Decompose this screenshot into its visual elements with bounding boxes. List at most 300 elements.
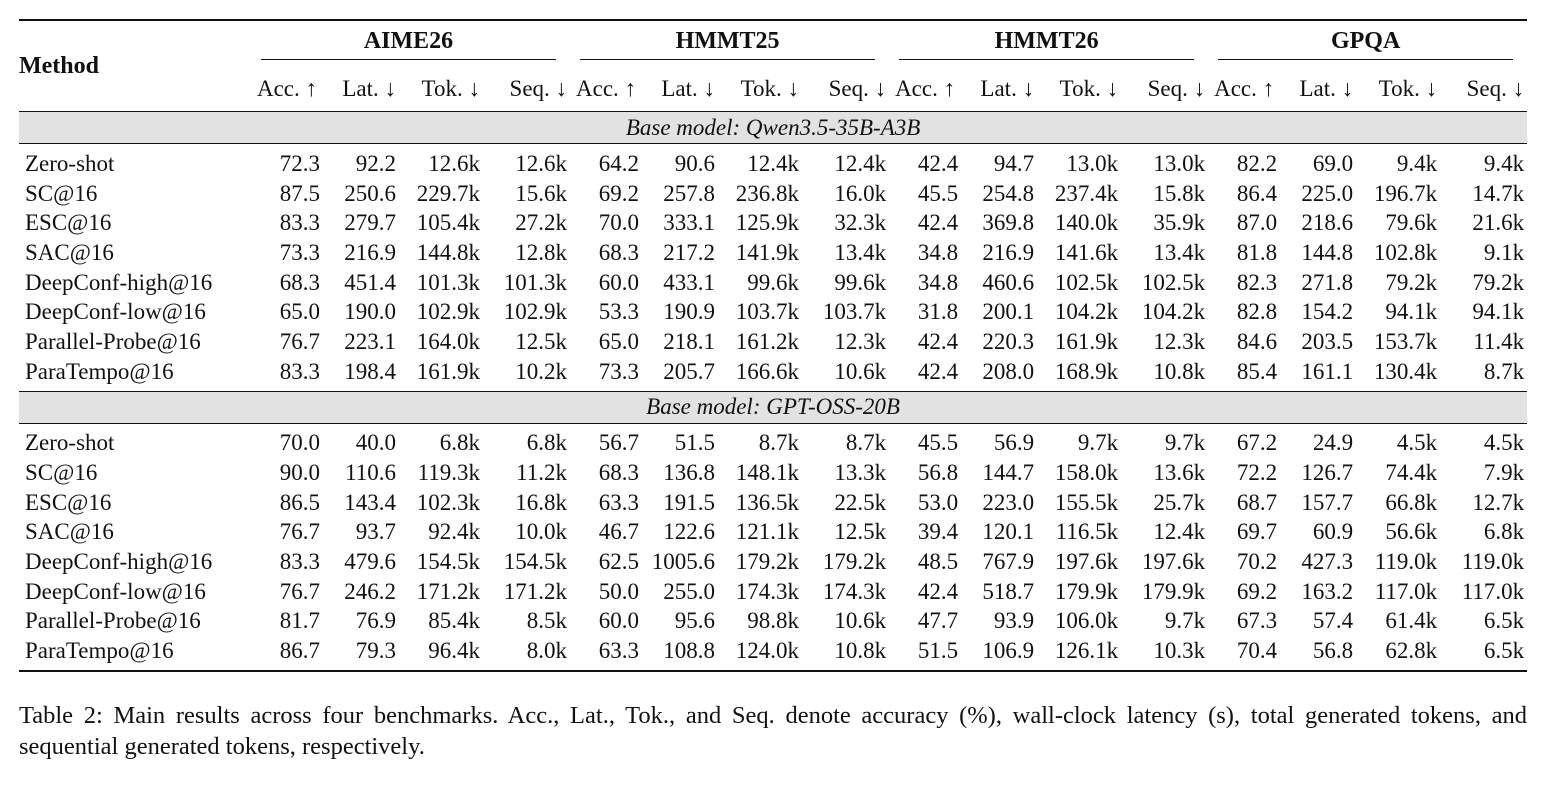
table-row: [19, 429, 1527, 459]
value-cell: 102.8k: [1373, 239, 1438, 265]
value-cell: 53.3: [598, 299, 640, 325]
metric-header: Tok. ↓: [1059, 76, 1119, 101]
value-cell: 148.1k: [735, 460, 800, 486]
value-cell: 94.1k: [1472, 299, 1525, 325]
value-cell: 76.7: [279, 519, 320, 545]
value-cell: 121.1k: [735, 519, 800, 545]
value-cell: 69.0: [1312, 150, 1354, 176]
value-cell: 229.7k: [416, 180, 480, 206]
value-cell: 104.2k: [1054, 299, 1119, 325]
value-cell: 106.0k: [1054, 608, 1119, 634]
value-cell: 27.2k: [515, 210, 568, 236]
value-cell: 12.4k: [747, 150, 800, 176]
value-cell: 141.9k: [735, 239, 800, 265]
value-cell: 7.9k: [1483, 460, 1525, 486]
value-cell: 767.9: [982, 549, 1035, 575]
value-cell: 63.3: [570, 636, 642, 671]
value-cell: 79.2k: [1385, 269, 1438, 295]
value-cell: 157.7: [1301, 489, 1354, 515]
value-cell: 196.7k: [1373, 180, 1438, 206]
metric-header: Acc. ↑: [1214, 76, 1275, 101]
method-name-cell: SC@16: [25, 180, 98, 206]
value-cell: 32.3k: [834, 210, 887, 236]
value-cell: 246.2: [344, 578, 396, 604]
value-cell: 154.5k: [416, 549, 480, 575]
value-cell: 82.3: [1236, 269, 1278, 295]
value-cell: 144.8k: [416, 239, 480, 265]
value-cell: 34.8: [917, 239, 959, 265]
value-cell: 68.7: [1236, 489, 1278, 515]
value-cell: 83.3: [251, 357, 323, 391]
value-cell: 56.8: [1280, 636, 1356, 671]
value-cell: 85.4: [1208, 357, 1280, 391]
value-cell: 35.9k: [1153, 210, 1206, 236]
value-cell: 6.8k: [439, 430, 480, 456]
value-cell: 168.9k: [1037, 357, 1121, 391]
value-cell: 46.7: [598, 519, 640, 545]
benchmark-header-hmmt25: HMMT25: [580, 28, 875, 60]
method-name-cell: Parallel-Probe@16: [25, 608, 201, 634]
metric-header: Seq. ↓: [1466, 76, 1525, 101]
value-cell: 63.3: [598, 489, 640, 515]
value-cell: 25.7k: [1153, 489, 1206, 515]
table-row: [19, 149, 1527, 179]
value-cell: 155.5k: [1054, 489, 1119, 515]
value-cell: 56.6k: [1385, 519, 1438, 545]
value-cell: 12.4k: [1153, 519, 1206, 545]
value-cell: 179.9k: [1141, 578, 1206, 604]
value-cell: 102.5k: [1054, 269, 1119, 295]
value-cell: 154.5k: [503, 549, 568, 575]
value-cell: 140.0k: [1054, 210, 1119, 236]
metric-header: Acc. ↑: [895, 76, 956, 101]
value-cell: 117.0k: [1461, 578, 1525, 604]
method-column-header: Method: [19, 20, 251, 112]
value-cell: 250.6: [344, 180, 396, 206]
value-cell: 10.8k: [802, 636, 889, 671]
value-cell: 79.2k: [1472, 269, 1525, 295]
value-cell: 216.9: [982, 239, 1035, 265]
metric-header: Seq. ↓: [509, 76, 568, 101]
value-cell: 171.2k: [503, 578, 568, 604]
value-cell: 87.0: [1236, 210, 1278, 236]
value-cell: 72.2: [1236, 460, 1278, 486]
value-cell: 255.0: [663, 578, 716, 604]
value-cell: 427.3: [1301, 549, 1354, 575]
value-cell: 60.0: [598, 608, 640, 634]
value-cell: 70.2: [1236, 549, 1278, 575]
metric-header: Acc. ↑: [576, 76, 637, 101]
value-cell: 179.2k: [735, 549, 800, 575]
value-cell: 101.3k: [416, 269, 480, 295]
value-cell: 208.0: [961, 357, 1037, 391]
value-cell: 8.7k: [1440, 357, 1527, 391]
method-name-cell: SC@16: [25, 460, 98, 486]
value-cell: 45.5: [917, 430, 959, 456]
value-cell: 84.6: [1236, 328, 1278, 354]
value-cell: 141.6k: [1054, 239, 1119, 265]
value-cell: 479.6: [344, 549, 396, 575]
table-row: [19, 636, 1527, 671]
table-row: [19, 327, 1527, 357]
value-cell: 216.9: [344, 239, 396, 265]
value-cell: 197.6k: [1054, 549, 1119, 575]
value-cell: 62.5: [598, 549, 640, 575]
value-cell: 144.7: [982, 460, 1035, 486]
value-cell: 13.0k: [1066, 150, 1119, 176]
value-cell: 8.5k: [526, 608, 568, 634]
value-cell: 13.4k: [834, 239, 887, 265]
benchmark-header-hmmt26: HMMT26: [899, 28, 1194, 60]
value-cell: 102.9k: [416, 299, 480, 325]
value-cell: 179.9k: [1054, 578, 1119, 604]
table-row: [19, 488, 1527, 518]
metric-header: Lat. ↓: [1299, 76, 1354, 101]
metric-header: Seq. ↓: [828, 76, 887, 101]
value-cell: 42.4: [889, 357, 961, 391]
value-cell: 81.8: [1236, 239, 1278, 265]
value-cell: 122.6: [663, 519, 716, 545]
value-cell: 153.7k: [1373, 328, 1438, 354]
value-cell: 82.8: [1236, 299, 1278, 325]
value-cell: 67.2: [1236, 430, 1278, 456]
value-cell: 203.5: [1301, 328, 1354, 354]
value-cell: 126.1k: [1037, 636, 1121, 671]
metric-header: Acc. ↑: [256, 76, 318, 101]
value-cell: 72.3: [279, 150, 320, 176]
value-cell: 257.8: [663, 180, 716, 206]
value-cell: 96.4k: [399, 636, 483, 671]
table-row: [19, 179, 1527, 209]
value-cell: 79.3: [323, 636, 399, 671]
value-cell: 40.0: [355, 430, 396, 456]
table-figure: [19, 19, 1527, 762]
method-name-cell: Zero-shot: [25, 150, 115, 176]
method-name-cell: DeepConf-low@16: [25, 299, 206, 325]
value-cell: 57.4: [1312, 608, 1354, 634]
value-cell: 103.7k: [822, 299, 887, 325]
value-cell: 119.0k: [1461, 549, 1525, 575]
value-cell: 164.0k: [416, 328, 480, 354]
value-cell: 166.6k: [718, 357, 802, 391]
value-cell: 56.7: [598, 430, 640, 456]
value-cell: 99.6k: [747, 269, 800, 295]
value-cell: 10.6k: [802, 357, 889, 391]
value-cell: 61.4k: [1385, 608, 1438, 634]
value-cell: 279.7: [344, 210, 396, 236]
metric-header: Tok. ↓: [1378, 76, 1438, 101]
value-cell: 12.6k: [428, 150, 480, 176]
value-cell: 83.3: [279, 549, 320, 575]
value-cell: 10.8k: [1121, 357, 1208, 391]
value-cell: 200.1: [982, 299, 1035, 325]
value-cell: 171.2k: [416, 578, 480, 604]
value-cell: 217.2: [663, 239, 716, 265]
value-cell: 161.2k: [735, 328, 800, 354]
value-cell: 190.0: [344, 299, 396, 325]
value-cell: 4.5k: [1483, 430, 1525, 456]
value-cell: 12.8k: [515, 239, 568, 265]
value-cell: 76.7: [279, 328, 320, 354]
value-cell: 90.6: [674, 150, 716, 176]
method-name-cell: ParaTempo@16: [19, 357, 251, 391]
value-cell: 124.0k: [718, 636, 802, 671]
value-cell: 53.0: [917, 489, 959, 515]
value-cell: 9.4k: [1483, 150, 1525, 176]
value-cell: 56.8: [917, 460, 959, 486]
value-cell: 85.4k: [428, 608, 480, 634]
value-cell: 22.5k: [834, 489, 887, 515]
value-cell: 9.7k: [1077, 430, 1119, 456]
value-cell: 65.0: [598, 328, 640, 354]
value-cell: 369.8: [982, 210, 1035, 236]
value-cell: 65.0: [279, 299, 320, 325]
value-cell: 179.2k: [822, 549, 887, 575]
value-cell: 60.0: [598, 269, 640, 295]
value-cell: 218.6: [1301, 210, 1354, 236]
value-cell: 220.3: [982, 328, 1035, 354]
value-cell: 11.4k: [1473, 328, 1525, 354]
value-cell: 76.9: [355, 608, 396, 634]
value-cell: 108.8: [642, 636, 718, 671]
value-cell: 6.5k: [1440, 636, 1527, 671]
value-cell: 13.6k: [1153, 460, 1206, 486]
value-cell: 66.8k: [1385, 489, 1438, 515]
benchmark-header-gpqa: GPQA: [1218, 28, 1513, 60]
value-cell: 51.5: [889, 636, 961, 671]
value-cell: 39.4: [917, 519, 959, 545]
value-cell: 9.4k: [1396, 150, 1438, 176]
value-cell: 433.1: [663, 269, 716, 295]
value-cell: 51.5: [674, 430, 716, 456]
value-cell: 12.6k: [515, 150, 568, 176]
value-cell: 34.8: [917, 269, 959, 295]
value-cell: 74.4k: [1385, 460, 1438, 486]
table-row: [19, 357, 1527, 391]
method-name-cell: SAC@16: [25, 519, 114, 545]
metric-header: Lat. ↓: [661, 76, 716, 101]
table-row: [19, 518, 1527, 548]
value-cell: 10.2k: [483, 357, 570, 391]
value-cell: 161.9k: [399, 357, 483, 391]
method-name-cell: DeepConf-low@16: [25, 578, 206, 604]
value-cell: 451.4: [344, 269, 396, 295]
value-cell: 10.6k: [834, 608, 887, 634]
value-cell: 16.8k: [515, 489, 568, 515]
value-cell: 6.8k: [1483, 519, 1525, 545]
value-cell: 42.4: [917, 150, 959, 176]
table-row: [19, 458, 1527, 488]
value-cell: 60.9: [1312, 519, 1354, 545]
table-caption: Table 2: Main results across four benchmarks. Acc., Lat., Tok., and Seq. denote accuracy (%), wall-clock latency (s), total generated tokens, and sequential generated tokens, respectively.: [19, 702, 1527, 760]
value-cell: 101.3k: [503, 269, 568, 295]
value-cell: 42.4: [917, 328, 959, 354]
value-cell: 460.6: [982, 269, 1035, 295]
value-cell: 190.9: [663, 299, 716, 325]
value-cell: 92.4k: [428, 519, 480, 545]
value-cell: 15.6k: [515, 180, 568, 206]
table-body: [19, 112, 1527, 672]
value-cell: 103.7k: [735, 299, 800, 325]
value-cell: 126.7: [1301, 460, 1354, 486]
table-row: [19, 607, 1527, 637]
table-row: [19, 208, 1527, 238]
value-cell: 119.3k: [417, 460, 480, 486]
value-cell: 13.3k: [834, 460, 887, 486]
value-cell: 116.5k: [1055, 519, 1119, 545]
value-cell: 68.3: [279, 269, 320, 295]
value-cell: 9.7k: [1164, 430, 1206, 456]
value-cell: 161.1: [1280, 357, 1356, 391]
value-cell: 518.7: [982, 578, 1035, 604]
metric-header: Lat. ↓: [342, 76, 396, 101]
table-row: [19, 268, 1527, 298]
value-cell: 174.3k: [822, 578, 887, 604]
metric-header: Tok. ↓: [421, 76, 480, 101]
value-cell: 8.7k: [845, 430, 887, 456]
section-header-row: [19, 391, 1527, 423]
value-cell: 6.8k: [526, 430, 568, 456]
value-cell: 10.3k: [1121, 636, 1208, 671]
value-cell: 102.9k: [503, 299, 568, 325]
value-cell: 223.0: [982, 489, 1035, 515]
value-cell: 73.3: [279, 239, 320, 265]
value-cell: 9.7k: [1164, 608, 1206, 634]
value-cell: 161.9k: [1054, 328, 1119, 354]
value-cell: 92.2: [355, 150, 396, 176]
value-cell: 125.9k: [735, 210, 800, 236]
value-cell: 197.6k: [1141, 549, 1206, 575]
value-cell: 136.5k: [735, 489, 800, 515]
value-cell: 99.6k: [834, 269, 887, 295]
value-cell: 12.5k: [515, 328, 568, 354]
metric-header: Lat. ↓: [980, 76, 1035, 101]
value-cell: 158.0k: [1054, 460, 1119, 486]
value-cell: 237.4k: [1054, 180, 1119, 206]
value-cell: 136.8: [663, 460, 716, 486]
value-cell: 12.3k: [834, 328, 887, 354]
method-name-cell: Zero-shot: [25, 430, 115, 456]
value-cell: 86.4: [1236, 180, 1278, 206]
method-name-cell: ESC@16: [25, 210, 112, 236]
value-cell: 70.0: [279, 430, 320, 456]
value-cell: 42.4: [917, 210, 959, 236]
method-name-cell: ParaTempo@16: [19, 636, 251, 671]
value-cell: 144.8: [1301, 239, 1354, 265]
value-cell: 254.8: [982, 180, 1035, 206]
value-cell: 93.9: [993, 608, 1035, 634]
table-row: [19, 238, 1527, 268]
value-cell: 87.5: [279, 180, 320, 206]
value-cell: 104.2k: [1141, 299, 1206, 325]
value-cell: 82.2: [1236, 150, 1278, 176]
value-cell: 76.7: [279, 578, 320, 604]
table-row: [19, 577, 1527, 607]
value-cell: 225.0: [1301, 180, 1354, 206]
value-cell: 8.7k: [758, 430, 800, 456]
value-cell: 47.7: [917, 608, 959, 634]
value-cell: 68.3: [598, 239, 640, 265]
value-cell: 56.9: [993, 430, 1035, 456]
value-cell: 8.0k: [483, 636, 570, 671]
value-cell: 6.5k: [1483, 608, 1525, 634]
value-cell: 62.8k: [1356, 636, 1440, 671]
value-cell: 15.8k: [1153, 180, 1206, 206]
value-cell: 45.5: [917, 180, 959, 206]
method-name-cell: SAC@16: [25, 239, 114, 265]
metric-header: Seq. ↓: [1147, 76, 1206, 101]
value-cell: 119.0k: [1374, 549, 1438, 575]
value-cell: 69.7: [1236, 519, 1278, 545]
value-cell: 94.1k: [1385, 299, 1438, 325]
value-cell: 48.5: [917, 549, 959, 575]
value-cell: 13.4k: [1153, 239, 1206, 265]
value-cell: 236.8k: [735, 180, 800, 206]
method-name-cell: DeepConf-high@16: [25, 269, 213, 295]
value-cell: 31.8: [917, 299, 959, 325]
table-row: [19, 547, 1527, 577]
section-title: Base model: Qwen3.5-35B-A3B: [19, 112, 1527, 144]
value-cell: 69.2: [1236, 578, 1278, 604]
value-cell: 86.7: [251, 636, 323, 671]
value-cell: 16.0k: [834, 180, 887, 206]
value-cell: 11.2k: [516, 460, 568, 486]
table-row: [19, 297, 1527, 327]
value-cell: 64.2: [598, 150, 640, 176]
value-cell: 12.3k: [1153, 328, 1206, 354]
value-cell: 10.0k: [515, 519, 568, 545]
value-cell: 110.6: [345, 460, 396, 486]
value-cell: 94.7: [993, 150, 1035, 176]
value-cell: 81.7: [279, 608, 320, 634]
value-cell: 198.4: [323, 357, 399, 391]
value-cell: 14.7k: [1472, 180, 1525, 206]
value-cell: 21.6k: [1472, 210, 1525, 236]
method-name-cell: Parallel-Probe@16: [25, 328, 201, 354]
method-name-cell: ESC@16: [25, 489, 112, 515]
value-cell: 12.5k: [834, 519, 887, 545]
value-cell: 95.6: [674, 608, 716, 634]
value-cell: 83.3: [279, 210, 320, 236]
metric-header: Tok. ↓: [740, 76, 800, 101]
value-cell: 120.1: [982, 519, 1035, 545]
value-cell: 69.2: [598, 180, 640, 206]
value-cell: 333.1: [663, 210, 716, 236]
value-cell: 70.0: [598, 210, 640, 236]
value-cell: 70.4: [1208, 636, 1280, 671]
value-cell: 102.3k: [416, 489, 480, 515]
value-cell: 130.4k: [1356, 357, 1440, 391]
value-cell: 98.8k: [747, 608, 800, 634]
value-cell: 12.7k: [1472, 489, 1525, 515]
benchmark-header-aime26: AIME26: [261, 28, 556, 60]
value-cell: 218.1: [663, 328, 716, 354]
value-cell: 9.1k: [1483, 239, 1525, 265]
value-cell: 106.9: [961, 636, 1037, 671]
value-cell: 68.3: [598, 460, 640, 486]
value-cell: 79.6k: [1385, 210, 1438, 236]
value-cell: 1005.6: [651, 549, 716, 575]
value-cell: 163.2: [1301, 578, 1354, 604]
section-title: Base model: GPT-OSS-20B: [19, 391, 1527, 423]
value-cell: 12.4k: [834, 150, 887, 176]
value-cell: 174.3k: [735, 578, 800, 604]
value-cell: 50.0: [598, 578, 640, 604]
value-cell: 205.7: [642, 357, 718, 391]
benchmark-header-row: [19, 20, 1527, 67]
value-cell: 117.0k: [1374, 578, 1438, 604]
value-cell: 271.8: [1301, 269, 1354, 295]
